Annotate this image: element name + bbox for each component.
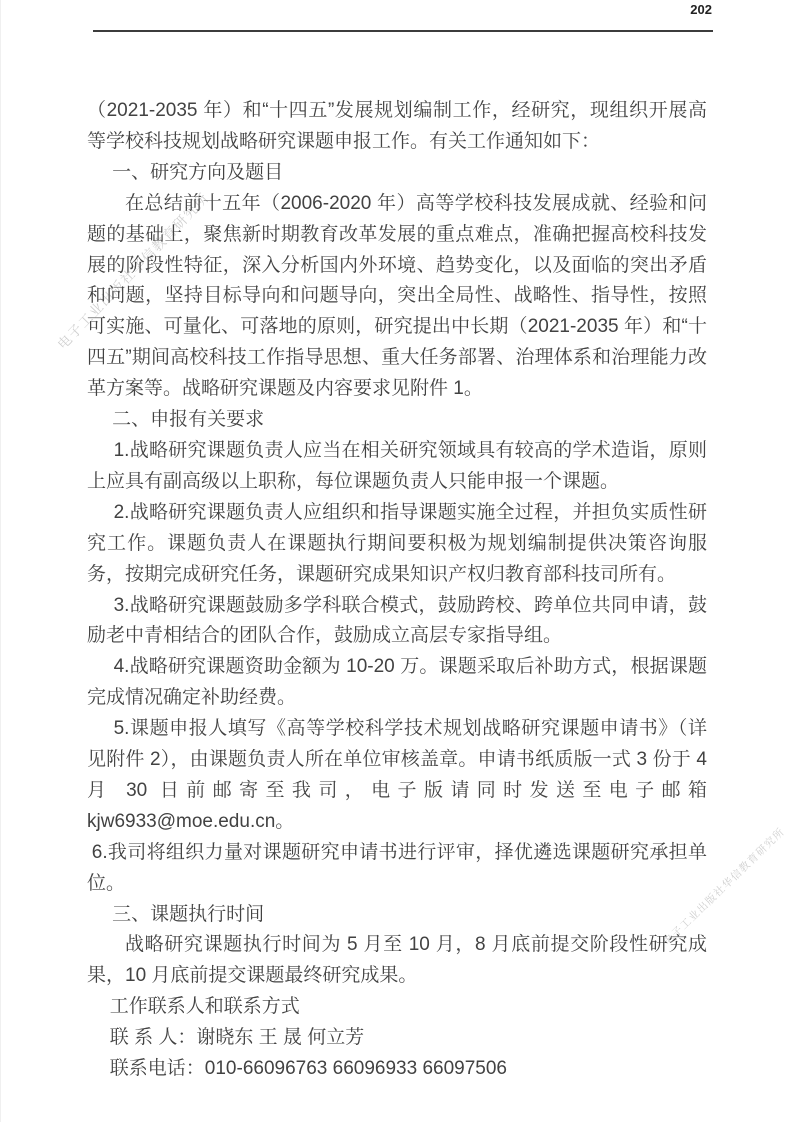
section-heading-3: 三、课题执行时间: [112, 903, 265, 925]
paragraph-continuation: （2021-2035 年）和“十四五”发展规划编制工作，经研究，现组织开展高等学校科技规划战略研究课题申报工作。有关工作通知如下：: [87, 100, 707, 152]
paragraph-requirement-1: 1.战略研究课题负责人应当在相关研究领域具有较高的学术造诣，原则上应具有副高级以上职称，每位课题负责人只能申报一个课题。: [87, 439, 707, 492]
paragraph-requirement-4: 4.战略研究课题资助金额为 10-20 万。课题采取后补助方式，根据课题完成情况确定补助经费。: [87, 656, 707, 709]
watermark-left: 电子工业出版社华信教育研究所: [54, 189, 213, 353]
paragraph-requirement-5: 5.课题申报人填写《高等学校科学技术规划战略研究课题申请书》（详见附件 2），由课题负责人所在单位审核盖章。申请书纸质版一式 3 份于 4 月 30 日前邮寄至我司，电子版请同时发送至电子邮箱 kjw6933@moe.edu.cn。: [87, 718, 707, 832]
page-number: 202: [690, 2, 712, 17]
contact-phone-numbers: 联系电话：010-66096763 66096933 66097506: [109, 1058, 507, 1080]
document-body: [87, 96, 707, 1085]
paragraph-requirement-2: 2.战略研究课题负责人应组织和指导课题实施全过程，并担负实质性研究工作。课题负责人在课题执行期间要积极为规划编制提供决策咨询服务，按期完成研究任务，课题研究成果知识产权归教育部科技司所有。: [87, 501, 707, 585]
paragraph-schedule: 战略研究课题执行时间为 5 月至 10 月，8 月底前提交阶段性研究成果，10 月底前提交课题最终研究成果。: [87, 934, 707, 987]
paragraph-requirement-6: 6.我司将组织力量对课题研究申请书进行评审，择优遴选课题研究承担单位。: [87, 841, 707, 894]
paragraph-requirement-3: 3.战略研究课题鼓励多学科联合模式，鼓励跨校、跨单位共同申请，鼓励老中青相结合的团队合作，鼓励成立高层专家指导组。: [87, 594, 707, 647]
contact-section-title: 工作联系人和联系方式: [109, 996, 300, 1018]
paragraph-research-scope: 在总结前十五年（2006-2020 年）高等学校科技发展成就、经验和问题的基础上，聚焦新时期教育改革发展的重点难点，准确把握高校科技发展的阶段性特征，深入分析国内外环境、趋势变化，以及面临的突出矛盾和问题，坚持目标导向和问题导向，突出全局性、战略性、指导性，按照可实施、可量化、可落地的原则，研究提出中长期（2021-2035 年）和“十四五”期间高校科技工作指导思想、重大任务部署、治理体系和治理能力改革方案等。战略研究课题及内容要求见附件 1。: [87, 192, 707, 400]
watermark-right: 电子工业出版社华信教育研究所: [661, 825, 788, 949]
contact-persons: 联 系 人：谢晓东 王 晟 何立芳: [109, 1027, 365, 1049]
section-heading-2: 二、申报有关要求: [112, 409, 265, 431]
section-heading-1: 一、研究方向及题目: [112, 161, 284, 183]
header-rule: [93, 30, 713, 32]
